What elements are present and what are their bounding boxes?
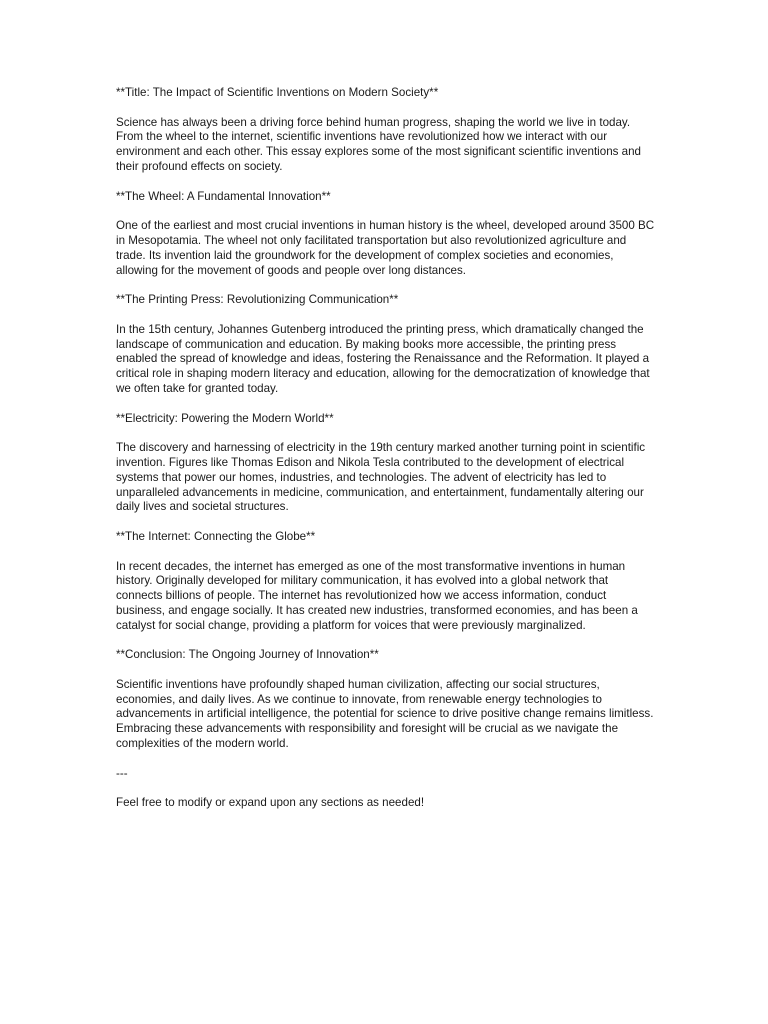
section-heading-wheel: **The Wheel: A Fundamental Innovation**	[116, 189, 331, 203]
separator: ---	[116, 766, 128, 780]
section-body-printing-press: In the 15th century, Johannes Gutenberg introduced the printing press, which dramatically changed the landscape of communication and education. By making books more accessible, the printing press enabled the spread of knowledge and ideas, fostering the Renaissance and the Reformation. It played a critical role in shaping modern literacy and education, allowing for the democratization of knowledge that we often take for granted today.	[116, 322, 650, 395]
section-body-conclusion: Scientific inventions have profoundly shaped human civilization, affecting our social structures, economies, and daily lives. As we continue to innovate, from renewable energy technologies to advancements in artificial intelligence, the potential for science to drive positive change remains limitless. Embracing these advancements with responsibility and foresight will be crucial as we navigate the complexities of the modern world.	[116, 677, 654, 751]
section-heading-internet: **The Internet: Connecting the Globe**	[116, 529, 316, 543]
section-heading-conclusion: **Conclusion: The Ongoing Journey of Innovation**	[116, 648, 379, 662]
closing-note: Feel free to modify or expand upon any sections as needed!	[116, 796, 425, 810]
section-body-electricity: The discovery and harnessing of electricity in the 19th century marked another turning point in scientific invention. Figures like Thomas Edison and Nikola Tesla contributed to the development of electrical systems that power our homes, industries, and technologies. The advent of electricity has led to unparalleled advancements in medicine, communication, and entertainment, fundamentally altering our daily lives and societal structures.	[116, 441, 646, 514]
section-body-internet: In recent decades, the internet has emerged as one of the most transformative inventions in human history. Originally developed for military communication, it has evolved into a global network that connects billions of people. The internet has revolutionized how we access information, conduct business, and engage socially. It has created new industries, transformed economies, and has been a catalyst for social change, providing a platform for voices that were previously marginalized.	[116, 559, 638, 632]
document-body	[116, 86, 656, 826]
section-heading-electricity: **Electricity: Powering the Modern World**	[116, 411, 334, 425]
section-body-wheel: One of the earliest and most crucial inventions in human history is the wheel, developed around 3500 BC in Mesopotamia. The wheel not only facilitated transportation but also revolutionized agriculture and trade. Its invention laid the groundwork for the development of complex societies and economies, allowing for the movement of goods and people over long distances.	[116, 219, 655, 277]
section-heading-printing-press: **The Printing Press: Revolutionizing Communication**	[116, 293, 399, 307]
essay-title: **Title: The Impact of Scientific Inventions on Modern Society**	[116, 86, 439, 99]
intro-paragraph: Science has always been a driving force behind human progress, shaping the world we live in today. From the wheel to the internet, scientific inventions have revolutionized how we interact with our environment and each other. This essay explores some of the most significant scientific inventions and their profound effects on society.	[116, 115, 642, 173]
